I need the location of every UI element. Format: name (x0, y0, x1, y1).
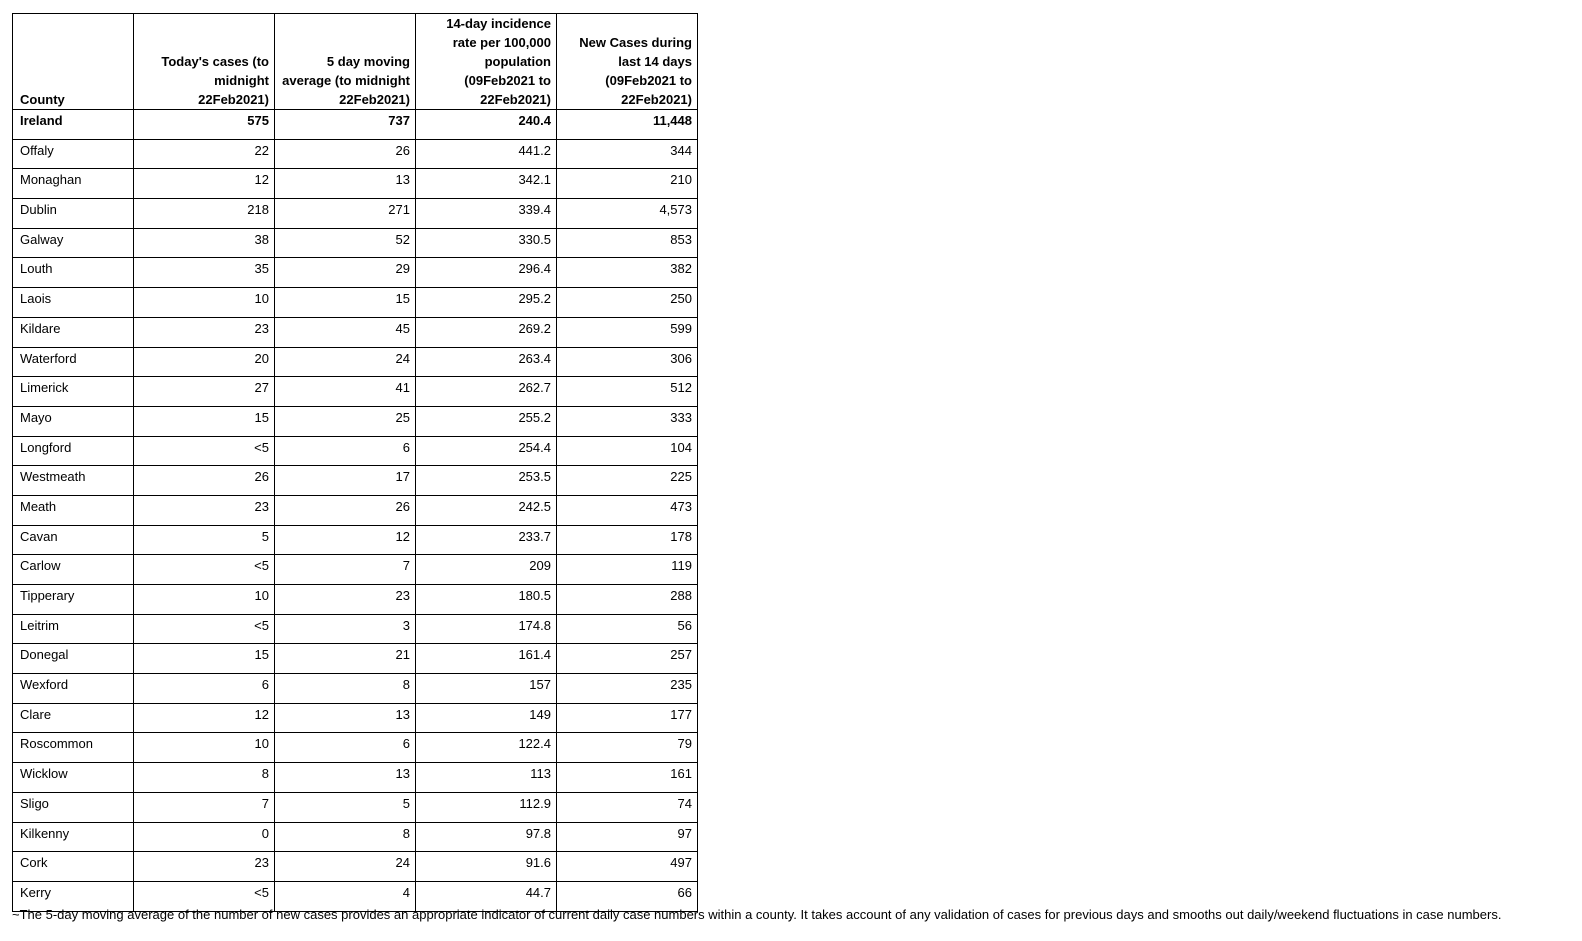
incidence-rate-cell: 209 (416, 555, 557, 585)
incidence-rate-cell: 174.8 (416, 614, 557, 644)
incidence-rate-cell: 263.4 (416, 347, 557, 377)
todays-cases-cell: 23 (134, 495, 275, 525)
county-cell: Meath (13, 495, 134, 525)
moving-average-cell: 24 (275, 347, 416, 377)
new-cases-cell: 853 (557, 228, 698, 258)
moving-average-cell: 12 (275, 525, 416, 555)
todays-cases-cell: <5 (134, 555, 275, 585)
incidence-rate-cell: 161.4 (416, 644, 557, 674)
header-county: County (13, 14, 134, 110)
todays-cases-cell: 35 (134, 258, 275, 288)
moving-average-cell: 24 (275, 852, 416, 882)
incidence-rate-cell: 113 (416, 763, 557, 793)
table-row (13, 436, 698, 466)
moving-average-cell: 52 (275, 228, 416, 258)
moving-average-cell: 8 (275, 674, 416, 704)
new-cases-cell: 11,448 (557, 110, 698, 140)
county-cell: Tipperary (13, 585, 134, 615)
todays-cases-cell: 23 (134, 852, 275, 882)
new-cases-cell: 161 (557, 763, 698, 793)
moving-average-cell: 15 (275, 288, 416, 318)
county-cell: Offaly (13, 139, 134, 169)
moving-average-cell: 6 (275, 436, 416, 466)
new-cases-cell: 97 (557, 822, 698, 852)
moving-average-cell: 13 (275, 169, 416, 199)
todays-cases-cell: 12 (134, 169, 275, 199)
new-cases-cell: 225 (557, 466, 698, 496)
todays-cases-cell: 12 (134, 703, 275, 733)
todays-cases-cell: 15 (134, 644, 275, 674)
moving-average-cell: 4 (275, 881, 416, 911)
new-cases-cell: 4,573 (557, 199, 698, 229)
table-row (13, 288, 698, 318)
incidence-rate-cell: 44.7 (416, 881, 557, 911)
county-cell: Wexford (13, 674, 134, 704)
table-header-row (13, 14, 698, 110)
new-cases-cell: 210 (557, 169, 698, 199)
county-cases-table (12, 13, 698, 912)
table-row (13, 822, 698, 852)
new-cases-cell: 306 (557, 347, 698, 377)
county-cell: Leitrim (13, 614, 134, 644)
header-5-day-moving-average: 5 day moving average (to midnight 22Feb2021) (275, 14, 416, 110)
todays-cases-cell: 8 (134, 763, 275, 793)
header-14-day-incidence-rate: 14-day incidence rate per 100,000 population (09Feb2021 to 22Feb2021) (416, 14, 557, 110)
table-body (13, 110, 698, 912)
table-row (13, 228, 698, 258)
moving-average-cell: 26 (275, 495, 416, 525)
county-cell: Louth (13, 258, 134, 288)
new-cases-cell: 497 (557, 852, 698, 882)
county-cell: Clare (13, 703, 134, 733)
todays-cases-cell: 26 (134, 466, 275, 496)
incidence-rate-cell: 242.5 (416, 495, 557, 525)
new-cases-cell: 473 (557, 495, 698, 525)
county-cell: Limerick (13, 377, 134, 407)
todays-cases-cell: 10 (134, 733, 275, 763)
moving-average-cell: 6 (275, 733, 416, 763)
moving-average-cell: 3 (275, 614, 416, 644)
new-cases-cell: 250 (557, 288, 698, 318)
todays-cases-cell: 15 (134, 406, 275, 436)
moving-average-cell: 41 (275, 377, 416, 407)
todays-cases-cell: <5 (134, 614, 275, 644)
todays-cases-cell: 5 (134, 525, 275, 555)
new-cases-cell: 288 (557, 585, 698, 615)
moving-average-cell: 8 (275, 822, 416, 852)
moving-average-cell: 7 (275, 555, 416, 585)
incidence-rate-cell: 240.4 (416, 110, 557, 140)
moving-average-cell: 21 (275, 644, 416, 674)
new-cases-cell: 333 (557, 406, 698, 436)
new-cases-cell: 599 (557, 317, 698, 347)
incidence-rate-cell: 330.5 (416, 228, 557, 258)
county-cell: Cork (13, 852, 134, 882)
incidence-rate-cell: 97.8 (416, 822, 557, 852)
table-row (13, 317, 698, 347)
county-cell: Waterford (13, 347, 134, 377)
new-cases-cell: 512 (557, 377, 698, 407)
county-cell: Donegal (13, 644, 134, 674)
county-cell: Kerry (13, 881, 134, 911)
header-todays-cases: Today's cases (to midnight 22Feb2021) (134, 14, 275, 110)
incidence-rate-cell: 233.7 (416, 525, 557, 555)
new-cases-cell: 119 (557, 555, 698, 585)
table-row (13, 139, 698, 169)
moving-average-cell: 5 (275, 792, 416, 822)
new-cases-cell: 235 (557, 674, 698, 704)
county-cell: Carlow (13, 555, 134, 585)
todays-cases-cell: 22 (134, 139, 275, 169)
incidence-rate-cell: 91.6 (416, 852, 557, 882)
new-cases-cell: 177 (557, 703, 698, 733)
new-cases-cell: 257 (557, 644, 698, 674)
table-row (13, 377, 698, 407)
todays-cases-cell: <5 (134, 881, 275, 911)
moving-average-cell: 271 (275, 199, 416, 229)
table-row (13, 199, 698, 229)
todays-cases-cell: 23 (134, 317, 275, 347)
incidence-rate-cell: 157 (416, 674, 557, 704)
todays-cases-cell: 0 (134, 822, 275, 852)
table-row (13, 466, 698, 496)
moving-average-cell: 29 (275, 258, 416, 288)
county-cell: Galway (13, 228, 134, 258)
moving-average-cell: 45 (275, 317, 416, 347)
table-row (13, 674, 698, 704)
county-cell: Kildare (13, 317, 134, 347)
new-cases-cell: 178 (557, 525, 698, 555)
incidence-rate-cell: 180.5 (416, 585, 557, 615)
moving-average-cell: 737 (275, 110, 416, 140)
county-cell: Sligo (13, 792, 134, 822)
new-cases-cell: 56 (557, 614, 698, 644)
county-cell: Monaghan (13, 169, 134, 199)
table-row (13, 703, 698, 733)
todays-cases-cell: 38 (134, 228, 275, 258)
todays-cases-cell: 7 (134, 792, 275, 822)
todays-cases-cell: 27 (134, 377, 275, 407)
county-cell: Westmeath (13, 466, 134, 496)
incidence-rate-cell: 342.1 (416, 169, 557, 199)
table-row (13, 733, 698, 763)
incidence-rate-cell: 262.7 (416, 377, 557, 407)
incidence-rate-cell: 254.4 (416, 436, 557, 466)
todays-cases-cell: 218 (134, 199, 275, 229)
new-cases-cell: 66 (557, 881, 698, 911)
table-row (13, 792, 698, 822)
incidence-rate-cell: 253.5 (416, 466, 557, 496)
table-row (13, 555, 698, 585)
county-cell: Roscommon (13, 733, 134, 763)
new-cases-cell: 79 (557, 733, 698, 763)
incidence-rate-cell: 255.2 (416, 406, 557, 436)
moving-average-cell: 13 (275, 763, 416, 793)
moving-average-cell: 26 (275, 139, 416, 169)
incidence-rate-cell: 295.2 (416, 288, 557, 318)
table-row (13, 347, 698, 377)
table-row (13, 644, 698, 674)
header-new-cases-14-days: New Cases during last 14 days (09Feb2021 to 22Feb2021) (557, 14, 698, 110)
table-row (13, 495, 698, 525)
incidence-rate-cell: 296.4 (416, 258, 557, 288)
county-cell: Dublin (13, 199, 134, 229)
table-row (13, 763, 698, 793)
county-cell: Laois (13, 288, 134, 318)
county-cell: Longford (13, 436, 134, 466)
incidence-rate-cell: 122.4 (416, 733, 557, 763)
new-cases-cell: 382 (557, 258, 698, 288)
incidence-rate-cell: 441.2 (416, 139, 557, 169)
new-cases-cell: 74 (557, 792, 698, 822)
table-row (13, 525, 698, 555)
table-row (13, 852, 698, 882)
county-cell: Cavan (13, 525, 134, 555)
county-cell: Kilkenny (13, 822, 134, 852)
county-cell: Mayo (13, 406, 134, 436)
todays-cases-cell: <5 (134, 436, 275, 466)
county-cell: Wicklow (13, 763, 134, 793)
footnote: ~The 5-day moving average of the number of new cases provides an appropriate indicator of current daily case numbers within a county. It takes account of any validation of cases for previous days and smooths out daily/weekend fluctuations in case numbers. (12, 907, 1502, 922)
moving-average-cell: 25 (275, 406, 416, 436)
moving-average-cell: 23 (275, 585, 416, 615)
county-cell: Ireland (13, 110, 134, 140)
new-cases-cell: 344 (557, 139, 698, 169)
table-row (13, 614, 698, 644)
table-row (13, 585, 698, 615)
table-row (13, 169, 698, 199)
table-row-total (13, 110, 698, 140)
table-row (13, 258, 698, 288)
todays-cases-cell: 6 (134, 674, 275, 704)
todays-cases-cell: 10 (134, 288, 275, 318)
new-cases-cell: 104 (557, 436, 698, 466)
moving-average-cell: 17 (275, 466, 416, 496)
todays-cases-cell: 20 (134, 347, 275, 377)
table-row (13, 406, 698, 436)
incidence-rate-cell: 112.9 (416, 792, 557, 822)
incidence-rate-cell: 269.2 (416, 317, 557, 347)
todays-cases-cell: 10 (134, 585, 275, 615)
moving-average-cell: 13 (275, 703, 416, 733)
incidence-rate-cell: 149 (416, 703, 557, 733)
incidence-rate-cell: 339.4 (416, 199, 557, 229)
todays-cases-cell: 575 (134, 110, 275, 140)
